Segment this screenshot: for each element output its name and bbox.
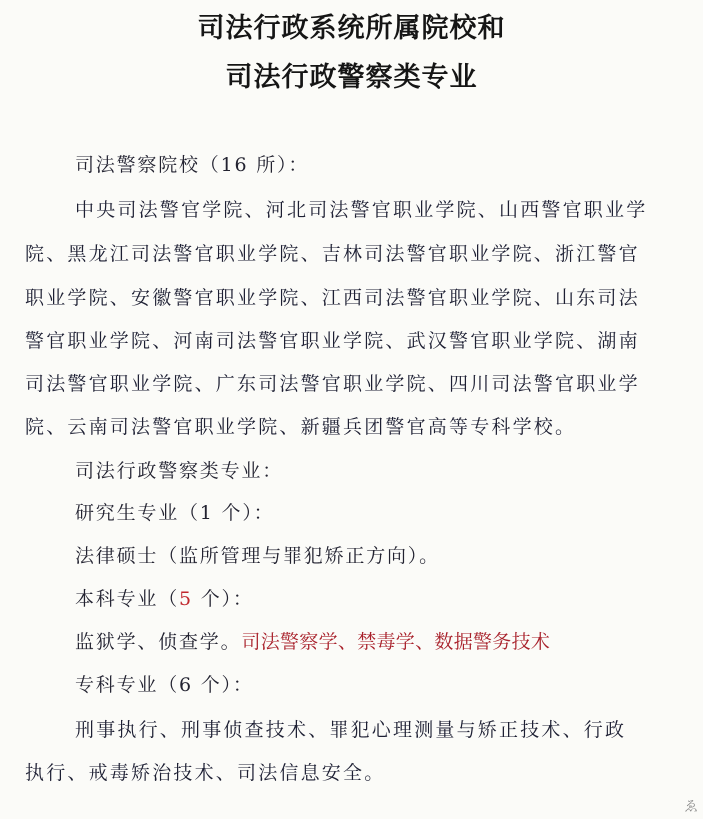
police-schools-heading: 司法警察院校（16 所）： bbox=[75, 154, 310, 176]
undergraduate-handwritten: 司法警察学、禁毒学、数据警务技术 bbox=[241, 631, 551, 653]
undergraduate-heading bbox=[75, 584, 254, 611]
undergraduate-heading-suffix: 个）： bbox=[192, 588, 254, 610]
vocational-line: 刑事执行、刑事侦查技术、罪犯心理测量与矫正技术、行政 bbox=[75, 719, 627, 741]
police-schools-line: 职业学院、安徽警官职业学院、江西司法警官职业学院、山东司法 bbox=[25, 287, 640, 309]
vocational-heading: 专科专业（6 个）： bbox=[75, 674, 254, 696]
police-schools-line: 司法警官职业学院、广东司法警官职业学院、四川司法警官职业学 bbox=[25, 373, 640, 395]
undergraduate-content bbox=[75, 627, 550, 654]
police-schools-line: 警官职业学院、河南司法警官职业学院、武汉警官职业学院、湖南 bbox=[25, 330, 640, 352]
title-line-1: 司法行政系统所属院校和 bbox=[197, 13, 506, 44]
majors-heading: 司法行政警察类专业： bbox=[75, 460, 284, 482]
graduate-heading: 研究生专业（1 个）： bbox=[75, 502, 275, 524]
police-schools-line: 院、黑龙江司法警官职业学院、吉林司法警官职业学院、浙江警官 bbox=[25, 243, 640, 265]
undergraduate-count: 5 bbox=[179, 588, 193, 610]
title-line-2: 司法行政警察类专业 bbox=[225, 62, 478, 93]
police-schools-line: 中央司法警官学院、河北司法警官职业学院、山西警官职业学 bbox=[75, 199, 648, 221]
vocational-line: 执行、戒毒矫治技术、司法信息安全。 bbox=[25, 762, 386, 784]
corner-mark: ゑ bbox=[684, 799, 698, 815]
undergraduate-printed: 监狱学、侦查学。 bbox=[75, 631, 242, 653]
graduate-content: 法律硕士（监所管理与罪犯矫正方向）。 bbox=[75, 545, 440, 567]
undergraduate-heading-prefix: 本科专业（ bbox=[75, 588, 180, 610]
police-schools-line: 院、云南司法警官职业学院、新疆兵团警官高等专科学校。 bbox=[25, 416, 577, 438]
